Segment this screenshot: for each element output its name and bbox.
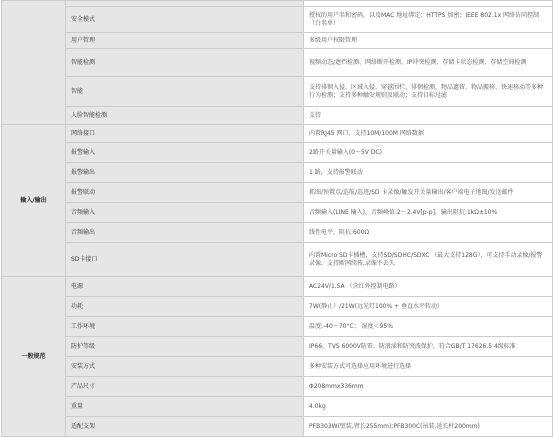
spec-value: 支持徘徊入侵、区域入侵、穿越围栏、徘徊检测、物品遗留、物品搬移、快速移动等多种行为检测；支持多种触发规则及联动；支持目标过滤 — [304, 77, 553, 107]
spec-name: 音频输出 — [66, 223, 304, 243]
spec-value: 抓图/预置点/巡航/巡迹/SD 卡录像/触发开关量输出/客户端电子地图/发送邮件 — [304, 183, 553, 203]
spec-value: Φ208mmx336mm — [304, 377, 553, 397]
spec-value: 支持 — [304, 107, 553, 125]
spec-name: 功耗 — [66, 297, 304, 317]
table-row — [2, 77, 553, 107]
spec-name: 产品尺寸 — [66, 377, 304, 397]
table-row — [2, 397, 553, 417]
spec-value: IP66，TVS 6000V防雷、防浪涌和防突波保护，符合GB/T 17626.5 4级标准 — [304, 337, 553, 357]
spec-name: 安全模式 — [66, 7, 304, 33]
spec-value: PFB303W(壁装,臂长255mm);PFB300C(吊装,延长杆200mm) — [304, 417, 553, 437]
spec-name: 人脸智能检测 — [66, 107, 304, 125]
table-row — [2, 49, 553, 77]
table-row — [2, 417, 553, 437]
table-row — [2, 107, 553, 125]
spec-name: 报警输出 — [66, 163, 304, 183]
category-cell: 输入/输出 — [2, 125, 66, 277]
spec-value: 授权的用户名和密码，以及MAC 地址绑定；HTTPS 加密；IEEE 802.1x 网络访问控制（白名单） — [304, 7, 553, 33]
spec-name: 智能 — [66, 77, 304, 107]
spec-name: SD卡接口 — [66, 243, 304, 277]
spec-value: 线性电平，阻抗:600Ω — [304, 223, 553, 243]
spec-value: 温度:-40～70°C； 湿度＜95% — [304, 317, 553, 337]
table-row — [2, 377, 553, 397]
spec-value: 音频输入(LINE 输入)，音频峰值:2～2.4V[p-p]，输出阻抗:1kΩ±10% — [304, 203, 553, 223]
table-row — [2, 337, 553, 357]
table-row — [2, 203, 553, 223]
spec-value: 多级用户权限管理 — [304, 33, 553, 49]
table-row — [2, 125, 553, 143]
table-row — [2, 297, 553, 317]
spec-name: 音频输入 — [66, 203, 304, 223]
spec-name: 智能检测 — [66, 49, 304, 77]
spec-value: 7W(静止）/21W(远光灯100% + 垂直水平转动） — [304, 297, 553, 317]
table-row — [2, 357, 553, 377]
table-row — [2, 143, 553, 163]
spec-name: 防护等级 — [66, 337, 304, 357]
category-cell: 一般规范 — [2, 277, 66, 437]
spec-table — [1, 0, 553, 437]
spec-value: 内置Micro SD卡插槽，支持SD/SDHC/SDXC （最大支持128G），可支持手动录像/报警录像，支持断网续传,录像不丢失 — [304, 243, 553, 277]
table-row — [2, 277, 553, 297]
spec-value: 1 路，支持报警联动 — [304, 163, 553, 183]
table-row — [2, 7, 553, 33]
spec-name: 网络接口 — [66, 125, 304, 143]
spec-value: 内置RJ45 网口，支持10M/100M 网络数据 — [304, 125, 553, 143]
spec-name: 适配支架 — [66, 417, 304, 437]
spec-name: 用户管理 — [66, 33, 304, 49]
table-row — [2, 243, 553, 277]
spec-name: 报警输入 — [66, 143, 304, 163]
table-row — [2, 317, 553, 337]
spec-value: 多种安装方式可选择应用环境进行选择 — [304, 357, 553, 377]
spec-value: 4.0kg — [304, 397, 553, 417]
spec-name: 电源 — [66, 277, 304, 297]
table-row — [2, 183, 553, 203]
spec-value: 2路开关量输入(0～5V DC) — [304, 143, 553, 163]
spec-value: 视频动态/遮挡检测、网络断开检测、IP冲突检测、存储卡状态检测、存储空间检测 — [304, 49, 553, 77]
table-row — [2, 33, 553, 49]
spec-name: 安装方式 — [66, 357, 304, 377]
table-row — [2, 163, 553, 183]
category-cell — [2, 1, 66, 125]
spec-name: 重量 — [66, 397, 304, 417]
table-row — [2, 223, 553, 243]
spec-name: 工作环境 — [66, 317, 304, 337]
spec-value: AC24V/1.5A （含红外控制电路） — [304, 277, 553, 297]
spec-name: 报警联动 — [66, 183, 304, 203]
